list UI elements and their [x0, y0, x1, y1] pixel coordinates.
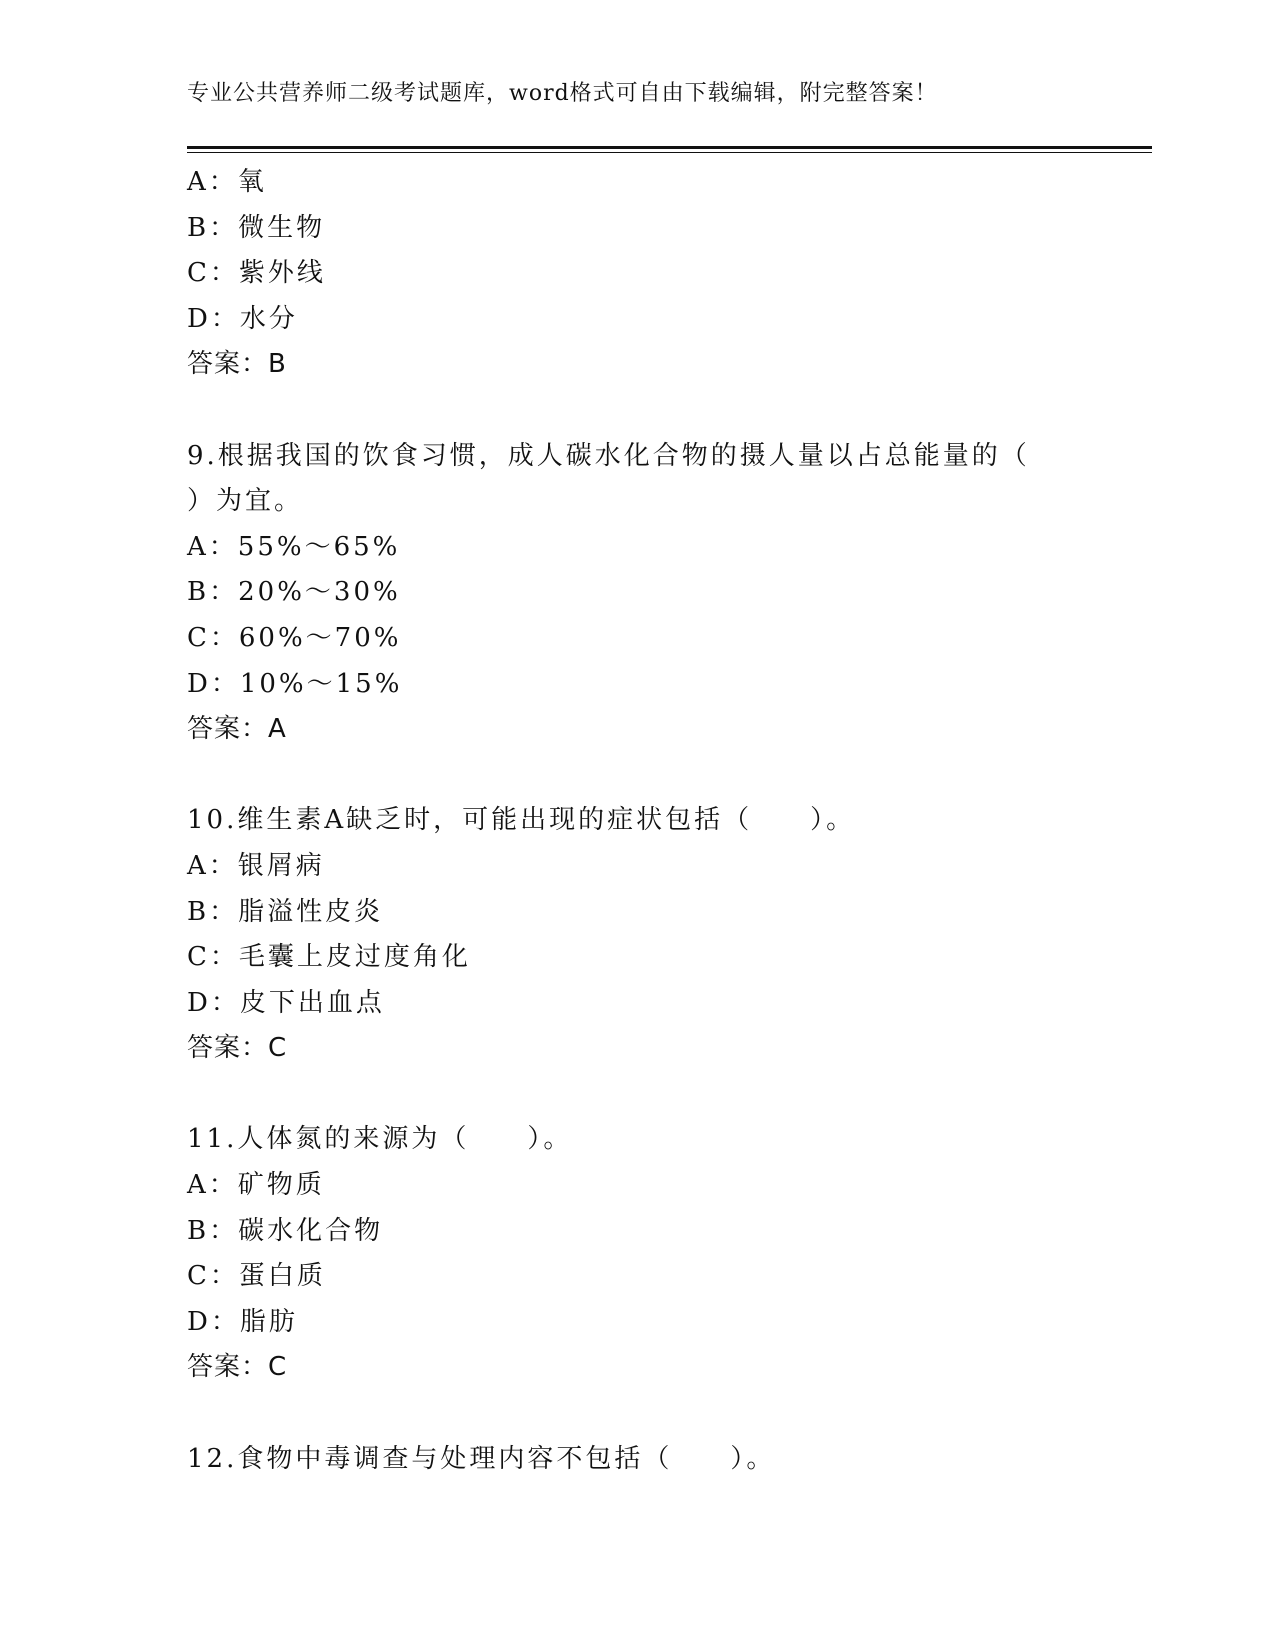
option-line: B：脂溢性皮炎: [187, 896, 384, 927]
answer-line: 答案：C: [187, 1033, 288, 1064]
answer-line: 答案：A: [187, 714, 287, 745]
option-line: D：脂肪: [187, 1306, 298, 1337]
block-gap: [187, 388, 1087, 434]
option-line: A：银屑病: [187, 850, 325, 881]
option-line: C：紫外线: [187, 258, 326, 289]
question-stem: 9.根据我国的饮食习惯，成人碳水化合物的摄人量以占总能量的（: [187, 440, 1030, 471]
block-gap: [187, 1072, 1087, 1118]
answer-line: 答案：C: [187, 1352, 288, 1383]
option-line: B：微生物: [187, 212, 326, 243]
question-stem: ）为宜。: [187, 486, 304, 517]
option-line: A：氧: [187, 167, 267, 197]
answer-line: 答案：B: [187, 349, 287, 380]
option-line: C：60%～70%: [187, 622, 402, 653]
block-gap: [187, 753, 1087, 799]
question-stem: 10.维生素A缺乏时，可能出现的症状包括（ ）。: [187, 805, 856, 836]
option-line: C：蛋白质: [187, 1261, 326, 1292]
question-stem: 11.人体氮的来源为（ ）。: [187, 1124, 573, 1155]
question-block: [187, 798, 1087, 1072]
question-list: [187, 160, 1087, 1482]
option-line: A：55%～65%: [187, 531, 401, 562]
question-block: [187, 1117, 1087, 1391]
question-stem: 12.食物中毒调查与处理内容不包括（ ）。: [187, 1443, 776, 1474]
header-rule-thin: [187, 152, 1152, 153]
question-block: [187, 160, 1087, 388]
page-header: 专业公共营养师二级考试题库，word格式可自由下载编辑，附完整答案！: [187, 81, 938, 106]
option-line: D：水分: [187, 303, 298, 334]
option-line: D：皮下出血点: [187, 987, 385, 1018]
question-block: [187, 434, 1087, 753]
question-block: [187, 1437, 1087, 1483]
option-line: B：碳水化合物: [187, 1215, 384, 1246]
header-rule-thick: [187, 146, 1152, 149]
option-line: A：矿物质: [187, 1170, 325, 1201]
option-line: C：毛囊上皮过度角化: [187, 942, 471, 973]
block-gap: [187, 1391, 1087, 1437]
option-line: D：10%～15%: [187, 668, 403, 699]
option-line: B：20%～30%: [187, 577, 401, 608]
